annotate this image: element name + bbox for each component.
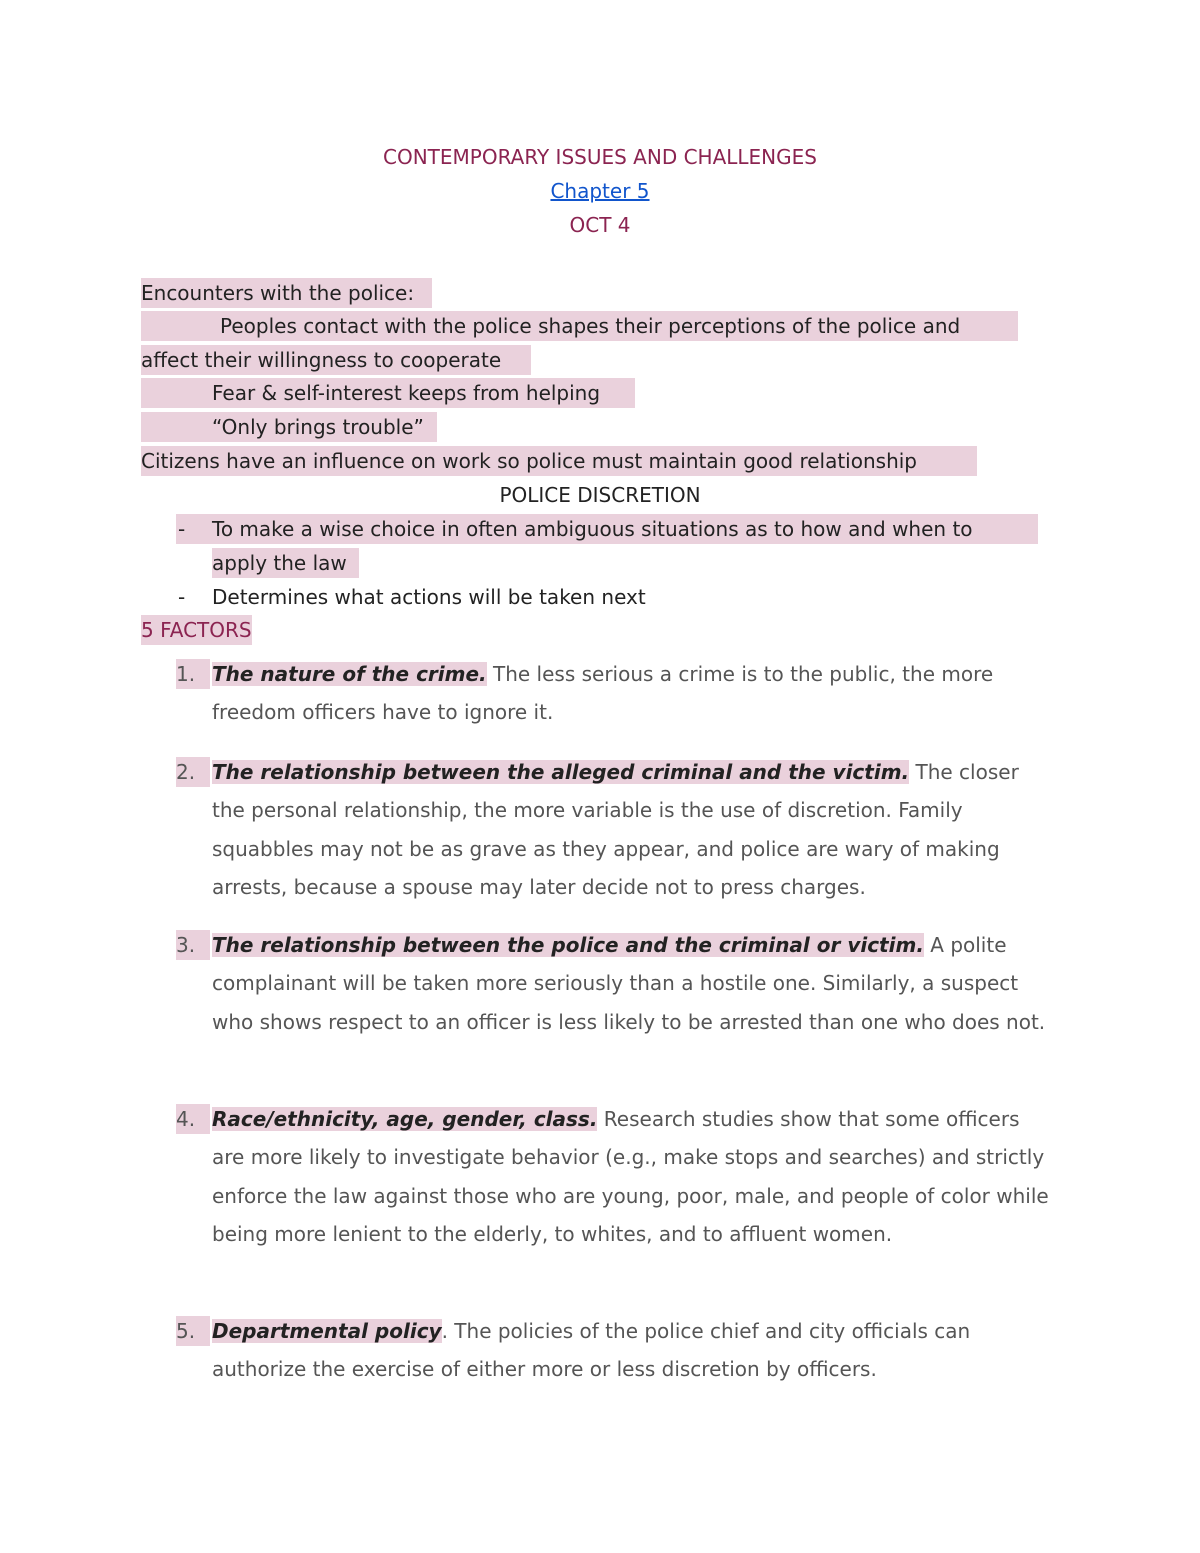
encounters-line-4: “Only brings trouble” xyxy=(212,415,424,439)
factor-body: The less serious a crime is to the public, the more freedom officers have to ignore it. xyxy=(212,662,994,725)
encounters-heading: Encounters with the police: xyxy=(141,281,415,305)
factor-item xyxy=(212,1312,1052,1389)
factor-item xyxy=(212,655,1052,732)
document-title: CONTEMPORARY ISSUES AND CHALLENGES xyxy=(383,145,817,169)
factor-body: . The policies of the police chief and city officials can authorize the exercise of either more or less discretion by officers. xyxy=(212,1319,971,1382)
factor-body: Research studies show that some officers are more likely to investigate behavior (e.g., make stops and searches) and strictly enforce the law against those who are young, poor, male, and people of color while being more lenient to the elderly, to whites, and to affluent women. xyxy=(212,1107,1049,1246)
discretion-bullet-2: Determines what actions will be taken next xyxy=(212,585,646,609)
chapter-link[interactable]: Chapter 5 xyxy=(550,179,650,203)
factor-title: The relationship between the police and the criminal or victim. xyxy=(212,933,924,957)
factor-body: A polite complainant will be taken more seriously than a hostile one. Similarly, a suspect who shows respect to an officer is less likely to be arrested than one who does not. xyxy=(212,933,1046,1034)
encounters-line-3: Fear & self-interest keeps from helping xyxy=(212,381,601,405)
factor-number: 2. xyxy=(176,757,210,787)
factor-item xyxy=(212,1100,1052,1253)
factor-number: 1. xyxy=(176,659,210,689)
factors-heading: 5 FACTORS xyxy=(141,615,252,645)
document-date: OCT 4 xyxy=(569,213,631,237)
factor-item xyxy=(212,926,1052,1041)
bullet-dash: - xyxy=(178,585,186,609)
factor-number: 3. xyxy=(176,930,210,960)
discretion-bullet-1-line-1: To make a wise choice in often ambiguous situations as to how and when to xyxy=(212,517,973,541)
factor-title: The nature of the crime. xyxy=(212,662,487,686)
encounters-line-1: Peoples contact with the police shapes their perceptions of the police and xyxy=(220,314,961,338)
discretion-bullet-1-line-2: apply the law xyxy=(212,551,347,575)
bullet-dash: - xyxy=(178,517,186,541)
factor-title: Race/ethnicity, age, gender, class. xyxy=(212,1107,598,1131)
factor-item xyxy=(212,753,1052,906)
factor-number: 4. xyxy=(176,1104,210,1134)
encounters-line-5: Citizens have an influence on work so police must maintain good relationship xyxy=(141,449,917,473)
factor-title: Departmental policy xyxy=(212,1319,442,1343)
factor-body: The closer the personal relationship, the more variable is the use of discretion. Family squabbles may not be as grave as they appear, and police are wary of making arrests, because a spouse may later decide not to press charges. xyxy=(212,760,1019,899)
factor-title: The relationship between the alleged criminal and the victim. xyxy=(212,760,910,784)
encounters-line-2: affect their willingness to cooperate xyxy=(141,348,502,372)
discretion-heading: POLICE DISCRETION xyxy=(499,483,701,507)
factor-number: 5. xyxy=(176,1316,210,1346)
